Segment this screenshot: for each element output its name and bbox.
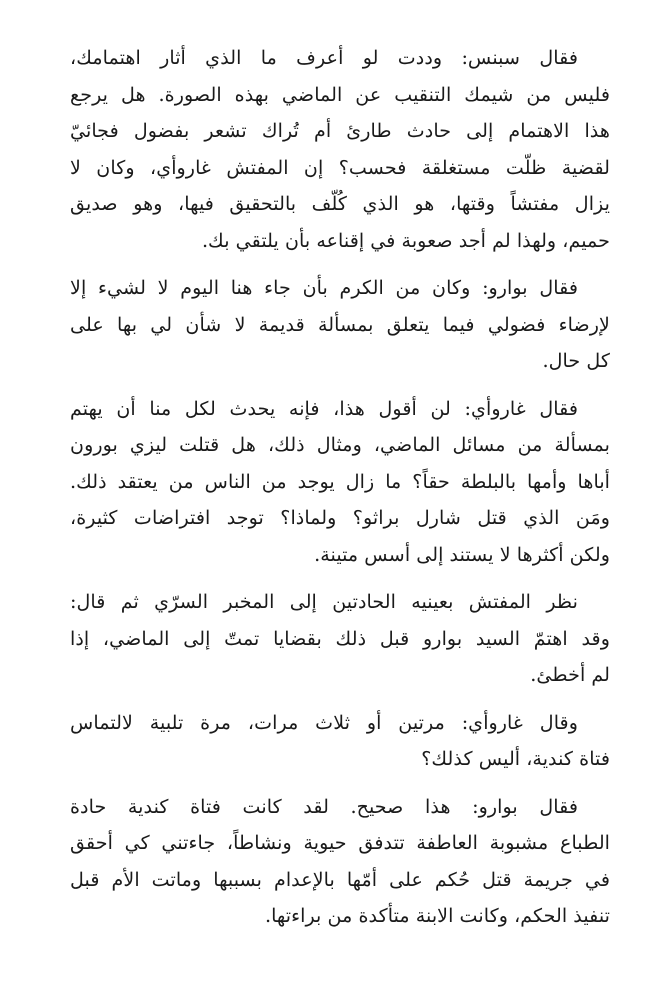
text-line: في جريمة قتل حُكم على أمّها بالإعدام بسببها وماتت الأم قبل [70, 867, 610, 891]
book-page [70, 40, 610, 946]
text-line: لإرضاء فضولي فيما يتعلق بمسألة قديمة لا شأن لي بها على [70, 312, 610, 336]
text-line: يزال مفتشاً وقتها، هو الذي كُلّف بالتحقيق فيها، وهو صديق [70, 192, 610, 215]
text-line: لقضية ظلّت مستغلقة فحسب؟ إن المفتش غاروأي، وكان لا [70, 155, 610, 179]
text-line: هذا الاهتمام إلى حادث طارئ أم تُراك تشعر بفضول فجائيّ [70, 119, 610, 142]
paragraph [70, 705, 610, 778]
text-line: ولكن أكثرها لا يستند إلى أسس متينة. [314, 542, 610, 566]
text-line: فتاة كندية، أليس كذلك؟ [421, 747, 610, 770]
text-line: حميم، ولهذا لم أجد صعوبة في إقناعه بأن يلتقي بك. [201, 228, 610, 252]
text-line: ومَن الذي قتل شارل براثو؟ ولماذا؟ توجد افتراضات كثيرة، [70, 506, 610, 529]
paragraph [70, 270, 610, 380]
text-line: تنفيذ الحكم، وكانت الابنة متأكدة من براءتها. [264, 904, 610, 927]
text-line: فليس من شيمك التنقيب عن الماضي بهذه الصورة. هل يرجع [70, 82, 610, 106]
text-line: أباها وأمها بالبلطة حقاً؟ ما زال يوجد من الناس من يعتقد ذلك. [70, 469, 610, 493]
text-line: فقال بوارو: هذا صحيح. لقد كانت فتاة كندية حادة [70, 794, 578, 818]
text-line: لم أخطئ. [530, 663, 610, 686]
text-line: بمسألة من مسائل الماضي، ومثال ذلك، هل قتلت ليزي بورون [70, 433, 610, 456]
text-line: كل حال. [542, 349, 610, 372]
paragraph [70, 789, 610, 935]
paragraph [70, 584, 610, 694]
text-line: وقال غاروأي: مرتين أو ثلاث مرات، مرة تلبية لالتماس [70, 710, 578, 734]
paragraph [70, 391, 610, 574]
text-line: فقال سبنس: وددت لو أعرف ما الذي أثار اهتمامك، [70, 46, 578, 69]
paragraph [70, 40, 610, 259]
text-line: فقال بوارو: وكان من الكرم بأن جاء هنا اليوم لا لشيء إلا [70, 276, 578, 299]
text-line: الطباع مشبوبة العاطفة تتدفق حيوية ونشاطاً، جاءتني كي أحقق [70, 831, 610, 854]
text-line: فقال غاروأي: لن أقول هذا، فإنه يحدث لكل منا أن يهتم [70, 396, 578, 420]
text-line: وقد اهتمّ السيد بوارو قبل ذلك بقضايا تمتّ إلى الماضي، إذا [70, 626, 610, 650]
text-line: نظر المفتش بعينيه الحادتين إلى المخبر السرّي ثم قال: [70, 590, 578, 613]
